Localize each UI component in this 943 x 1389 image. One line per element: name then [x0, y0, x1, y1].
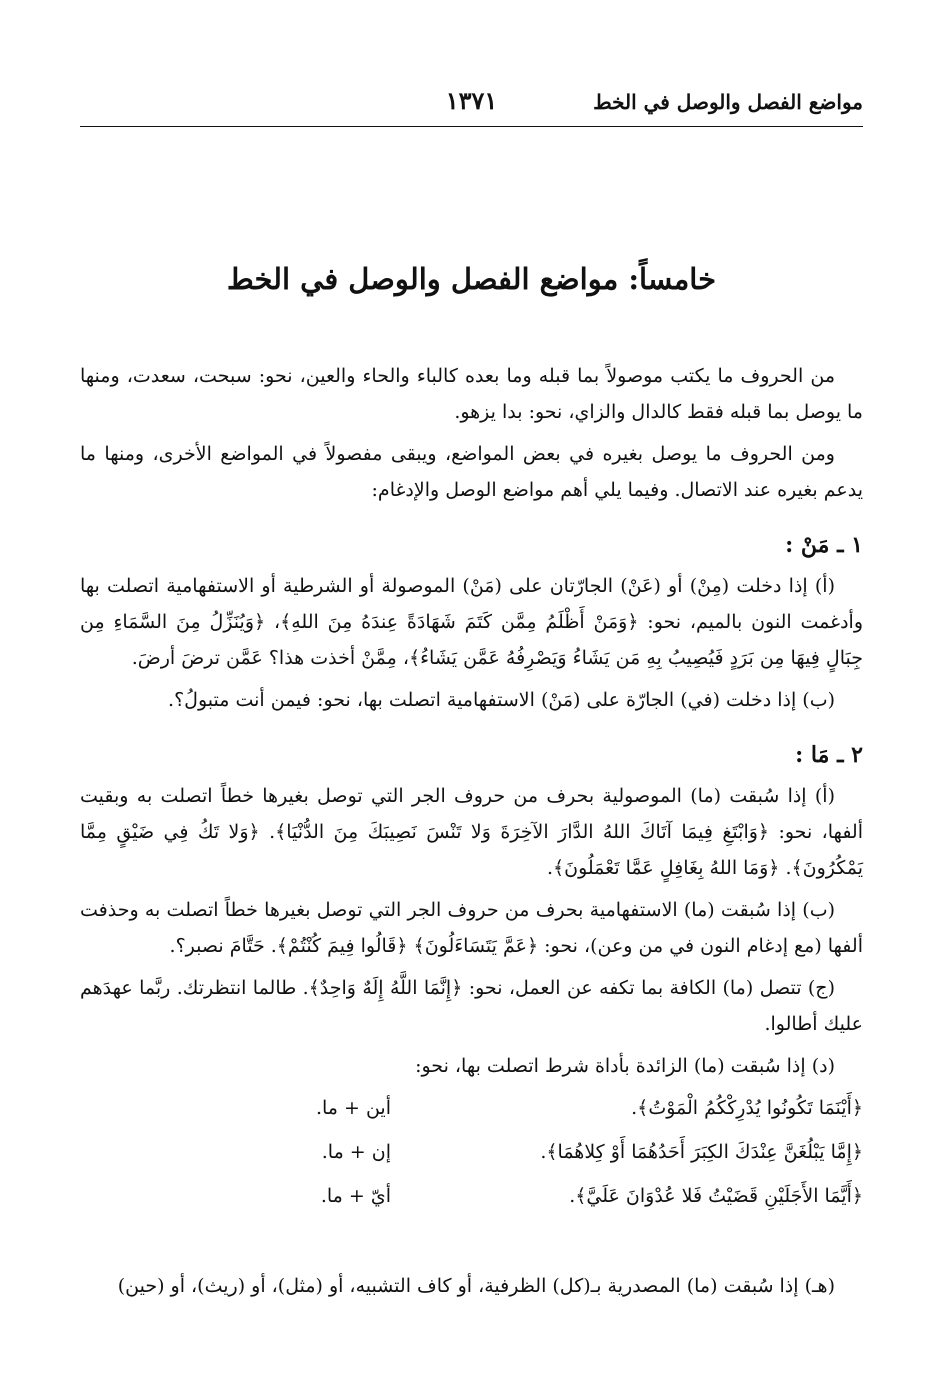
heading-ma: ٢ ـ مَا : [795, 742, 863, 768]
intro-paragraph-1: من الحروف ما يكتب موصولاً بما قبله وما بعده كالباء والحاء والعين، نحو: سبحت، سعدت، ومنها ما يوصل بما قبله فقط كالدال والزاي، نحو: بدا يزهو. [80, 365, 863, 423]
page-bottom [80, 1268, 863, 1310]
example-row [80, 1174, 863, 1218]
ma-rule-e: (هـ) إذا سُبقت (ما) المصدرية بـ(كل) الظرفية، أو كاف التشبيه، أو (مثل)، أو (ريث)، أو (حين) [117, 1275, 835, 1297]
page-number: ١٣٧١ [445, 86, 498, 115]
ma-rule-d-intro: (د) إذا سُبقت (ما) الزائدة بأداة شرط اتصلت بها، نحو: [415, 1055, 835, 1077]
example-note: أيّ + ما. [320, 1185, 391, 1207]
example-note: إن + ما. [321, 1141, 391, 1163]
intro-paragraph-2: ومن الحروف ما يوصل بغيره في بعض المواضع، ويبقى مفصولاً في المواضع الأخرى، ومنها ما يدعم بغيره عند الاتصال. وفيما يلي أهم مواضع الوصل والإدغام: [80, 443, 863, 501]
ma-rule-b: (ب) إذا سُبقت (ما) الاستفهامية بحرف من حروف الجر التي توصل بغيرها خطاً اتصلت به وحذفت ألفها (مع إدغام النون في من وعن)، نحو: ﴿عَمَّ يَتَسَاءَلُونَ﴾ ﴿قَالُوا فِيمَ كُنْتُمْ﴾. حَتَّامَ نصبر؟. [80, 899, 863, 957]
example-verse: ﴿إِمَّا يَبْلُغَنَّ عِنْدَكَ الكِبَرَ أَحَدُهُمَا أَوْ كِلاهُمَا﴾. [540, 1141, 863, 1163]
heading-man: ١ ـ مَنْ : [785, 532, 863, 558]
example-verse: ﴿أَيْنَمَا تَكُونُوا يُدْرِكْكُمُ الْمَوْتُ﴾. [631, 1097, 863, 1119]
man-rule-b: (ب) إذا دخلت (في) الجارّة على (مَنْ) الاستفهامية اتصلت بها، نحو: فيمن أنت متبولُ؟. [168, 689, 835, 711]
example-row [80, 1086, 863, 1130]
ma-rule-c: (ج) تتصل (ما) الكافة بما تكفه عن العمل، نحو: ﴿إِنَّمَا اللَّهُ إِلَهٌ وَاحِدٌ﴾. طالما انتظرتك. ربَّما عهدَهم عليك أطالوا. [80, 977, 863, 1035]
example-verse: ﴿أَيَّمَا الأَجَلَيْنِ قَضَيْتُ فَلا عُدْوَانَ عَلَيَّ﴾. [569, 1185, 863, 1207]
example-row [80, 1130, 863, 1174]
ma-rule-a: (أ) إذا سُبقت (ما) الموصولية بحرف من حروف الجر التي توصل بغيرها خطاً اتصلت به وبقيت ألفها، نحو: ﴿وَابْتَغِ فِيمَا آتَاكَ اللهُ الدَّارَ الآخِرَةَ وَلا تَنْسَ نَصِيبَكَ مِنَ الدُّنْيَا﴾. ﴿وَلا تَكُ فِي ضَيْقٍ مِمَّا يَمْكُرُونَ﴾. ﴿وَمَا اللهُ بِغَافِلٍ عَمَّا تَعْمَلُونَ﴾. [80, 785, 863, 879]
page-header [80, 80, 863, 127]
man-rule-a: (أ) إذا دخلت (مِنْ) أو (عَنْ) الجارّتان على (مَنْ) الموصولة أو الشرطية أو الاستفهامية اتصلت بها وأدغمت النون بالميم، نحو: ﴿وَمَنْ أَظْلَمُ مِمَّن كَتَمَ شَهَادَةً عِندَهُ مِنَ اللهِ﴾، ﴿وَيُنَزِّلُ مِنَ السَّمَاءِ مِن جِبَالٍ فِيهَا مِن بَرَدٍ فَيُصِيبُ بِهِ مَن يَشَاءُ وَيَصْرِفُهُ عَمَّن يَشَاءُ﴾، مِمَّنْ أخذت هذا؟ عَمَّن ترضَ أرضَ. [80, 575, 863, 669]
running-title: مواضع الفصل والوصل في الخط [593, 90, 863, 114]
section-title: خامساً: مواضع الفصل والوصل في الخط [226, 262, 717, 296]
page-body [80, 358, 863, 1218]
example-note: أين + ما. [315, 1097, 391, 1119]
